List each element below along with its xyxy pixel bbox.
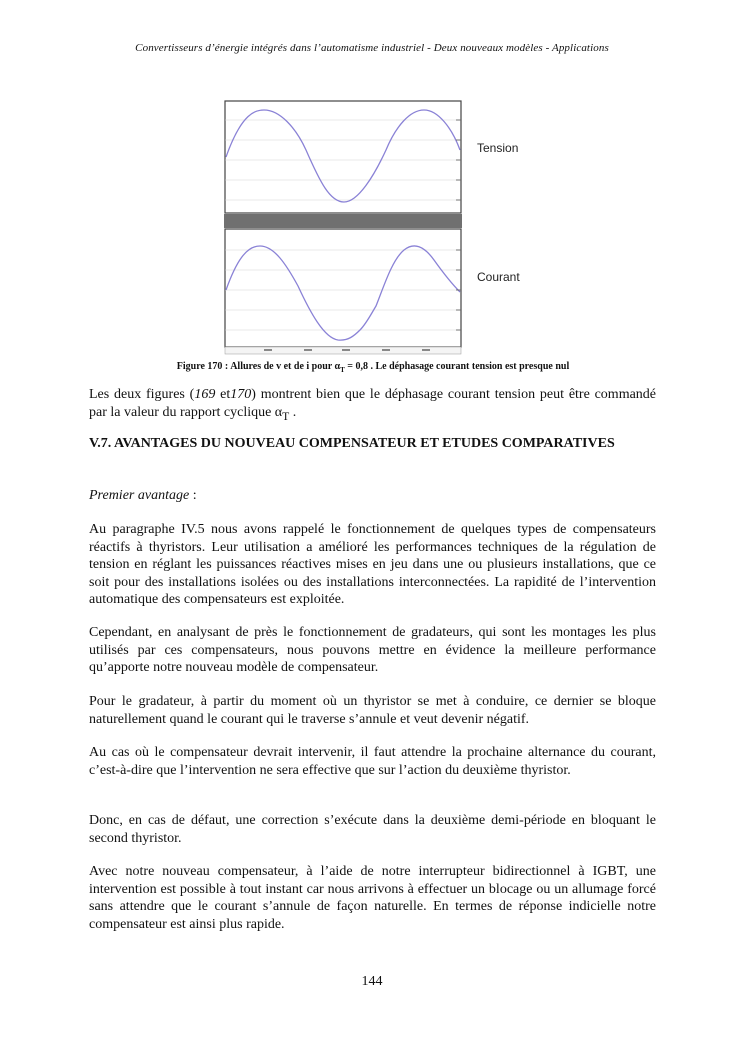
courant-label: Courant	[477, 270, 520, 284]
tension-plot-frame	[225, 101, 461, 213]
tension-label: Tension	[477, 141, 519, 155]
page-number: 144	[361, 974, 383, 989]
paragraph-compensateurs: Au paragraphe IV.5 nous avons rappelé le fonctionnement de quelques types de compensateurs réactifs à thyristors. Leur utilisation a amélioré les performances techniques de la régulation de tension en réglant les puissances réactives mises en jeu dans une ou plusieurs installations, que ce soit pour des installations isolées ou des installations interconnectées. La rapidité de l’intervention automatique des compensateurs est exploitée.	[89, 522, 656, 607]
section-heading: V.7. AVANTAGES DU NOUVEAU COMPENSATEUR ET ETUDES COMPARATIVES	[89, 436, 615, 451]
paragraph-igbt: Avec notre nouveau compensateur, à l’aide de notre interrupteur bidirectionnel à IGBT, une intervention est possible à tout instant car nous arrivons à effectuer un blocage ou un allumage forcé sans attendre que le courant s’annule de façon naturelle. En termes de réponse indicielle notre compensateur est ainsi plus rapide.	[89, 864, 656, 932]
paragraph-thyristor-blocage: Pour le gradateur, à partir du moment où un thyristor se met à conduire, ce dernier se bloque naturellement quand le courant qui le traverse s’annule et veut devenir négatif.	[89, 694, 656, 727]
paragraph-defaut: Donc, en cas de défaut, une correction s’exécute dans la deuxième demi-période en bloquant le second thyristor.	[89, 813, 656, 846]
paragraph-figures-reference: Les deux figures (169 et170) montrent bien que le déphasage courant tension peut être commandé par la valeur du rapport cyclique $\alpha_T$ .	[89, 387, 657, 423]
figure-caption: Figure 170 : Allures de v et de i pour $\alpha_T = 0,8$ . Le déphasage courant tension est presque nul	[176, 361, 570, 374]
panel-separator	[224, 214, 462, 228]
figure-ref-169: 169	[194, 387, 216, 402]
running-header: Convertisseurs d’énergie intégrés dans l’automatisme industriel - Deux nouveaux modèles - Applications	[135, 42, 609, 54]
figure-ref-170: 170	[230, 387, 252, 402]
subheading-premier-avantage: Premier avantage :	[89, 488, 197, 503]
paragraph-gradateurs: Cependant, en analysant de près le fonctionnement de gradateurs, qui sont les montages les plus utilisés par ces compensateurs, nous pouvons mettre en évidence la meilleure performance qu’apporte notre nouveau modèle de compensateur.	[89, 625, 656, 675]
paragraph-intervention: Au cas où le compensateur devrait intervenir, il faut attendre la prochaine alternance du courant, c’est-à-dire que l’intervention ne sera effective que sur l’action du deuxième thyristor.	[89, 745, 656, 778]
waveform-figure	[224, 100, 520, 356]
courant-plot-frame	[225, 229, 461, 347]
